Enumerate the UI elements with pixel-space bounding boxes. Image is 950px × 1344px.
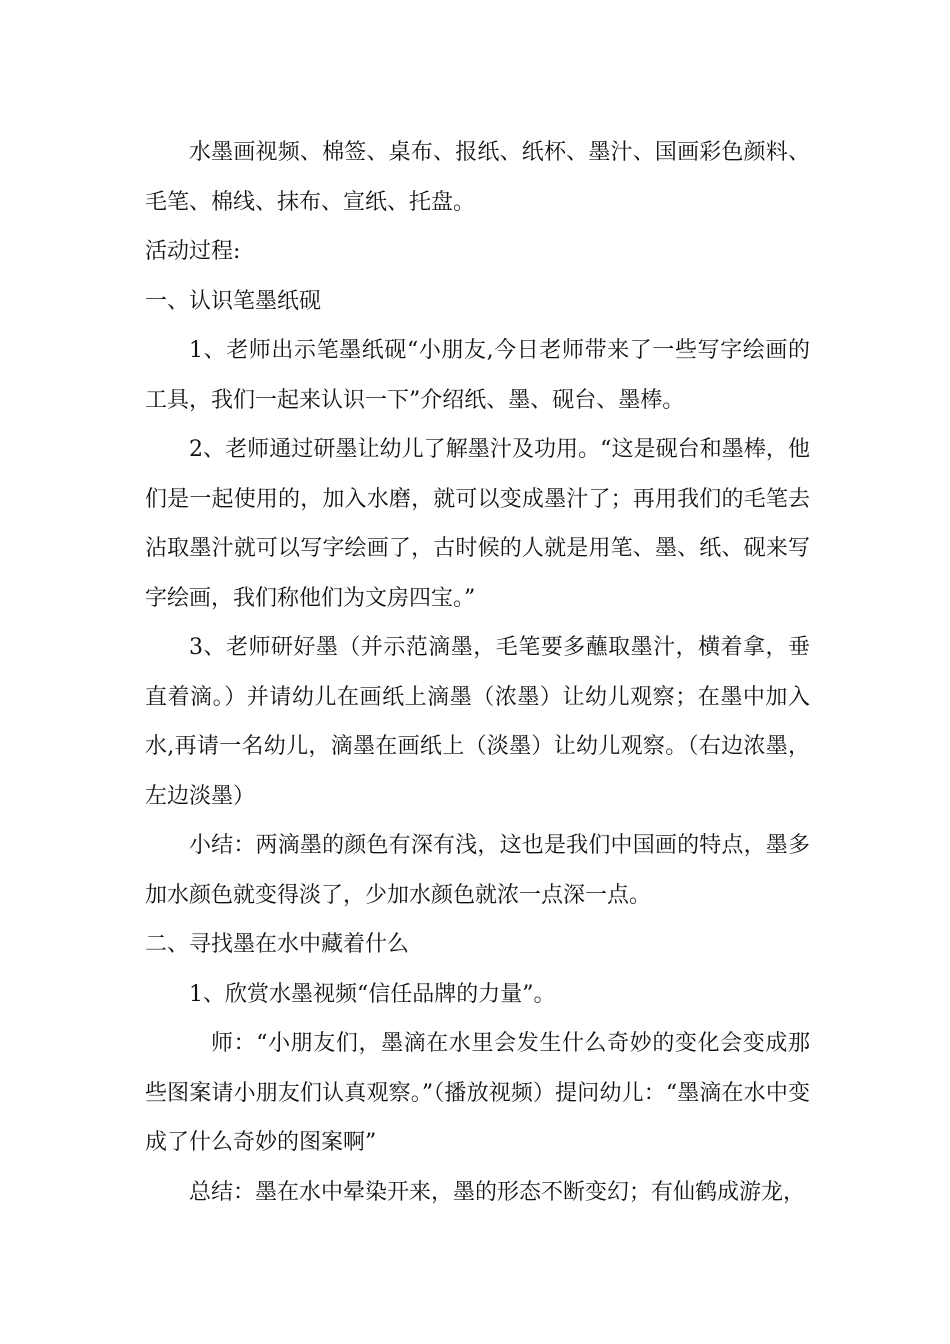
step-paragraph-2: 2、老师通过研墨让幼儿了解墨汁及功用。“这是砚台和墨棒，他们是一起使用的，加入水磨，就可以变成墨汁了；再用我们的毛笔去沾取墨汁就可以写字绘画了，古时候的人就是用笔、墨、纸、砚来写字绘画，我们称他们为文房四宝。”	[145, 437, 810, 611]
section-heading-process: 活动过程:	[145, 239, 241, 264]
document-body	[145, 128, 810, 1217]
step-paragraph-video: 1、欣赏水墨视频“信任品牌的力量”。	[189, 981, 556, 1007]
step-paragraph-1: 1、老师出示笔墨纸砚“小朋友,今日老师带来了一些写字绘画的工具，我们一起来认识一下”介绍纸、墨、砚台、墨棒。	[145, 338, 810, 413]
conclusion-paragraph: 总结：墨在水中晕染开来，墨的形态不断变幻；有仙鹤成游龙，	[189, 1179, 806, 1205]
materials-paragraph: 水墨画视频、棉签、桌布、报纸、纸杯、墨汁、国画彩色颜料、毛笔、棉线、抹布、宣纸、托盘。	[145, 140, 810, 215]
summary-paragraph: 小结：两滴墨的颜色有深有浅，这也是我们中国画的特点，墨多加水颜色就变得淡了，少加水颜色就浓一点深一点。	[145, 833, 810, 908]
step-paragraph-3: 3、老师研好墨（并示范滴墨，毛笔要多蘸取墨汁，横着拿，垂直着滴。）并请幼儿在画纸上滴墨（浓墨）让幼儿观察；在墨中加入水,再请一名幼儿，滴墨在画纸上（淡墨）让幼儿观察。（右边浓墨，左边淡墨）	[145, 635, 810, 809]
section-heading-one: 一、认识笔墨纸砚	[145, 288, 322, 314]
teacher-dialogue-paragraph: 师：“小朋友们，墨滴在水里会发生什么奇妙的变化会变成那些图案请小朋友们认真观察。”（播放视频）提问幼儿：“墨滴在水中变成了什么奇妙的图案啊”	[145, 1031, 810, 1155]
section-heading-two: 二、寻找墨在水中藏着什么	[145, 932, 410, 957]
